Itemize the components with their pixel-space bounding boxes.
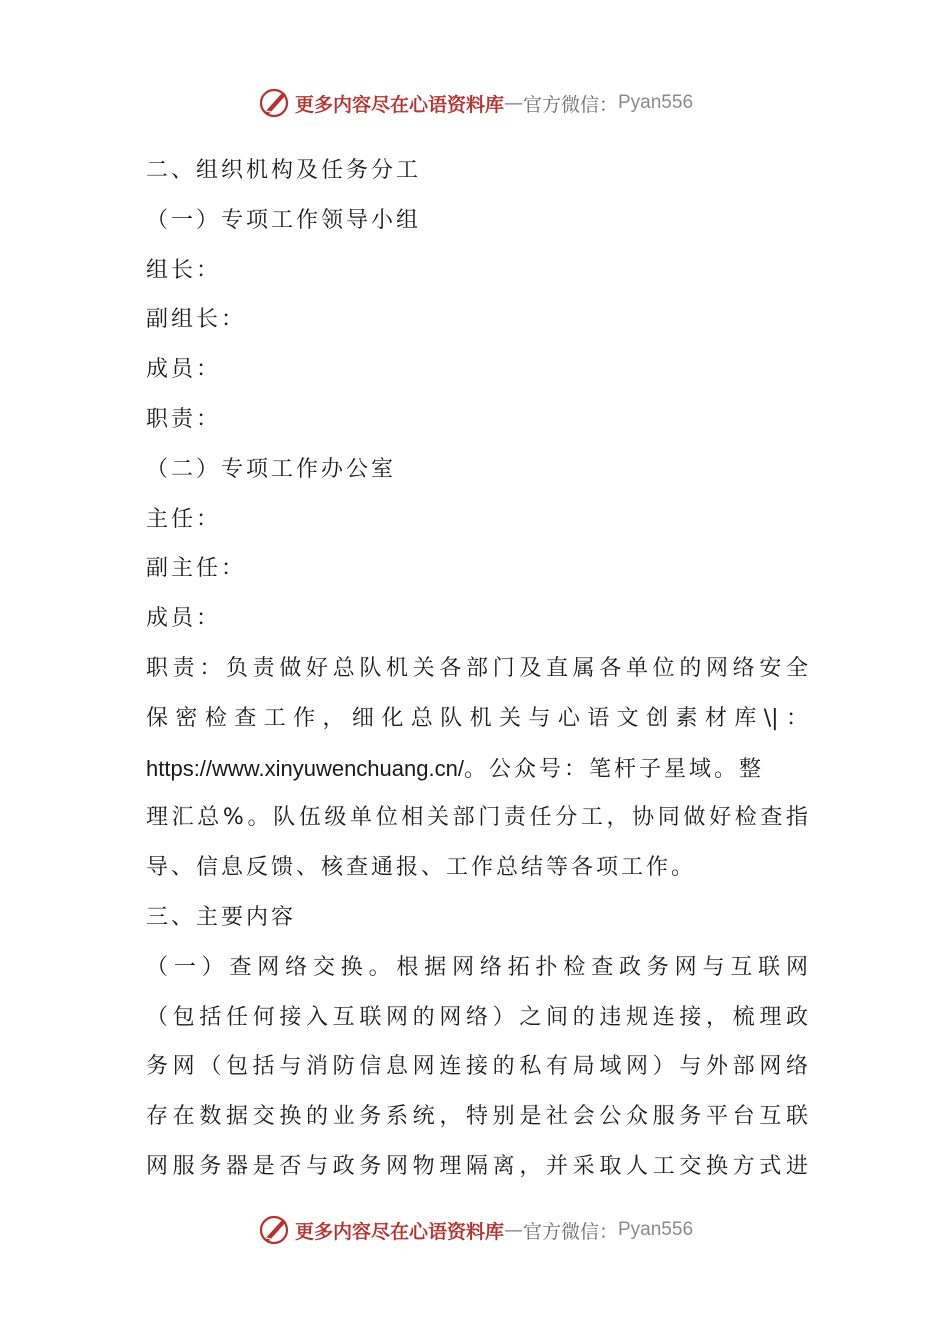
section-heading: 二、组织机构及任务分工 <box>146 158 422 183</box>
paragraph-line: 网服务器是否与政务网物理隔离，并采取人工交换方式进 <box>146 1153 808 1179</box>
subsection-heading: （二）专项工作办公室 <box>146 456 397 482</box>
footer-banner <box>0 1210 950 1250</box>
banner-slogan: 更多内容尽在心语资料库 <box>294 1220 504 1243</box>
subsection-heading: （一）专项工作领导小组 <box>146 207 422 233</box>
paragraph-line: （一）查网络交换。根据网络拓扑检查政务网与互联网 <box>146 954 808 980</box>
text-line: 成员： <box>146 606 222 632</box>
text-line: 副主任： <box>146 556 247 582</box>
paragraph-line: 理汇总%。队伍级单位相关部门责任分工，协同做好检查指 <box>146 805 808 831</box>
website-link[interactable]: https://www.xinyuwenchuang.cn/ <box>146 755 464 781</box>
banner-dash: — <box>503 1219 523 1241</box>
section-heading: 三、主要内容 <box>146 904 297 930</box>
banner-wechat-label: 官方微信： <box>522 1220 618 1243</box>
quill-in-circle-icon <box>257 86 291 120</box>
paragraph-line: （包括任何接入互联网的网络）之间的违规连接，梳理政 <box>146 1004 808 1030</box>
quill-in-circle-icon <box>257 1213 291 1247</box>
text-line: 职责： <box>146 406 222 432</box>
text-line: 副组长： <box>146 307 247 333</box>
paragraph-line: 职责：负责做好总队机关各部门及直属各单位的网络安全 <box>146 655 808 681</box>
text-line: 组长： <box>146 257 222 283</box>
url-line-rest: 。公众号：笔杆子星域。整 <box>463 756 764 782</box>
paragraph-line: 务网（包括与消防信息网连接的私有局域网）与外部网络 <box>146 1054 808 1080</box>
text-line: 主任： <box>146 506 222 532</box>
text-line: 成员： <box>146 357 222 383</box>
banner-wechat-id: Pyan556 <box>618 92 694 113</box>
document-body <box>146 146 808 1192</box>
banner-wechat-label: 官方微信： <box>522 93 618 116</box>
paragraph-line: 存在数据交换的业务系统，特别是社会公众服务平台互联 <box>146 1104 808 1130</box>
url-line <box>146 744 808 794</box>
header-banner <box>0 83 950 123</box>
paragraph-line: 保密检查工作，细化总队机关与心语文创素材库\|： <box>146 705 808 731</box>
banner-wechat-id: Pyan556 <box>618 1219 694 1240</box>
paragraph-line: 导、信息反馈、核查通报、工作总结等各项工作。 <box>146 855 697 881</box>
banner-slogan: 更多内容尽在心语资料库 <box>294 93 504 116</box>
banner-dash: — <box>503 92 523 114</box>
